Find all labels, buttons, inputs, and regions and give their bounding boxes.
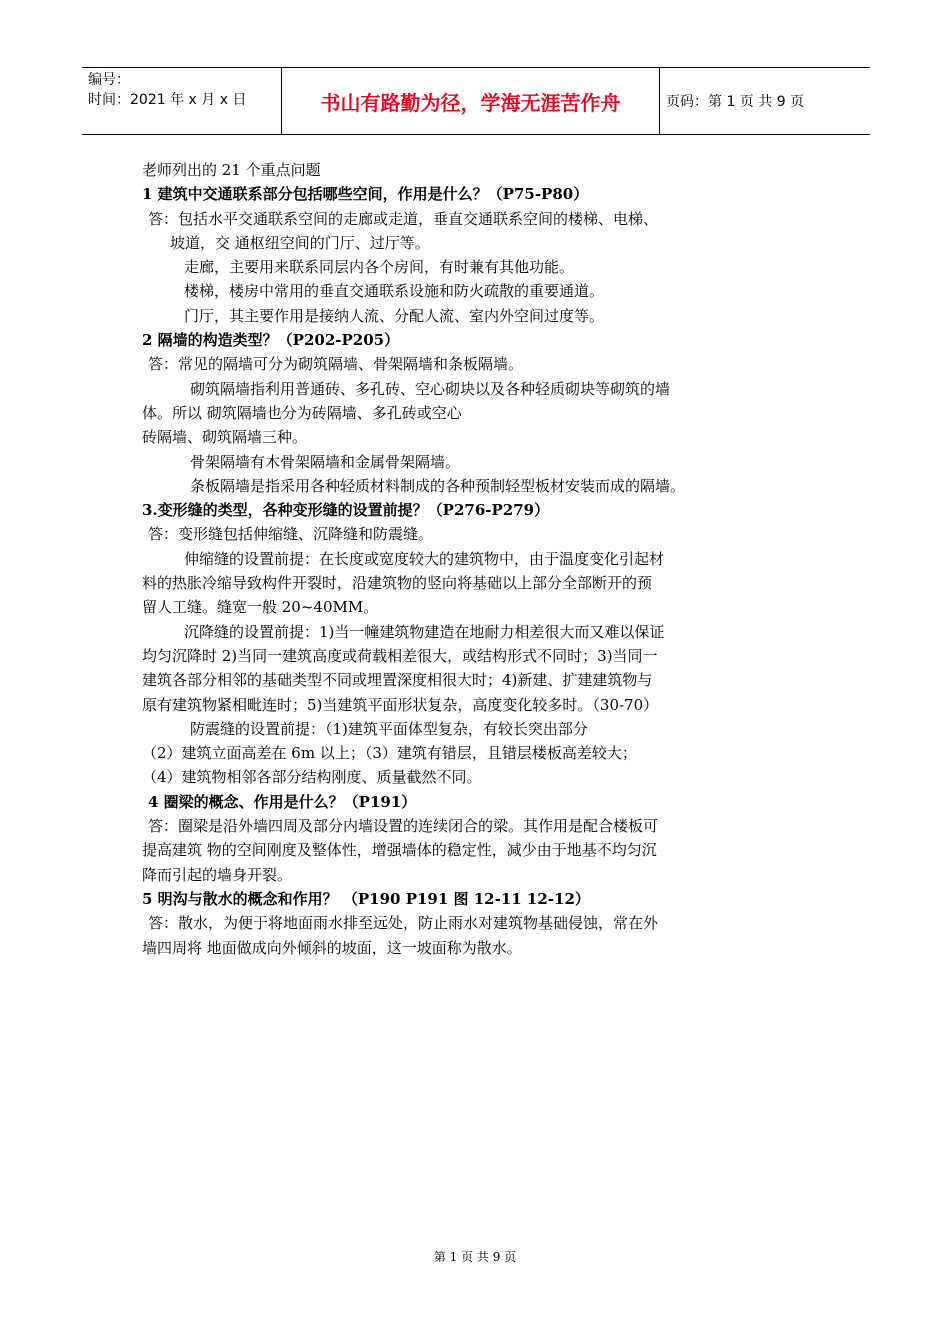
- body-line: 砌筑隔墙指利用普通砖、多孔砖、空心砌块以及各种轻质砌块等砌筑的墙: [190, 379, 671, 398]
- body-line: 答：包括水平交通联系空间的走廊或走道，垂直交通联系空间的楼梯、电梯、: [148, 209, 659, 228]
- body-line: 骨架隔墙有木骨架隔墙和金属骨架隔墙。: [190, 452, 461, 471]
- body-line: 答：常见的隔墙可分为砌筑隔墙、骨架隔墙和条板隔墙。: [148, 355, 524, 374]
- document-header: [82, 67, 870, 135]
- header-page-label: 页码：第 1 页 共 9 页: [666, 94, 805, 110]
- body-line: 均匀沉降时 2)当同一建筑高度或荷载相差很大，或结构形式不同时；3)当同一: [142, 646, 658, 665]
- body-line: 留人工缝。缝宽一般 20~40MM。: [142, 598, 379, 617]
- body-line: 伸缩缝的设置前提：在长度或宽度较大的建筑物中，由于温度变化引起材: [184, 549, 665, 568]
- section-heading: 3.变形缝的类型，各种变形缝的设置前提？（P276-P279）: [142, 501, 550, 520]
- body-line: 老师列出的 21 个重点问题: [142, 161, 321, 179]
- body-line: 答：散水，为便于将地面雨水排至远处，防止雨水对建筑物基础侵蚀，常在外: [148, 914, 659, 933]
- body-line: 答：变形缝包括伸缩缝、沉降缝和防震缝。: [148, 525, 434, 544]
- document-body: [142, 158, 822, 960]
- body-line: 体。所以 砌筑隔墙也分为砖隔墙、多孔砖或空心: [142, 403, 462, 422]
- body-line: 墙四周将 地面做成向外倾斜的坡面，这一坡面称为散水。: [142, 938, 522, 957]
- body-line: 楼梯，楼房中常用的垂直交通联系设施和防火疏散的重要通道。: [184, 282, 605, 301]
- page-footer: 第 1 页 共 9 页: [433, 1250, 517, 1264]
- body-line: 门厅，其主要作用是接纳人流、分配人流、室内外空间过度等。: [184, 306, 605, 325]
- body-line: 答：圈梁是沿外墙四周及部分内墙设置的连续闭合的梁。其作用是配合楼板可: [148, 817, 659, 836]
- section-heading: 2 隔墙的构造类型？（P202-P205）: [142, 331, 400, 350]
- number-label: 编号：: [88, 72, 130, 88]
- header-meta: [82, 68, 282, 134]
- body-line: 走廊，主要用来联系同层内各个房间，有时兼有其他功能。: [184, 258, 575, 277]
- body-line: 条板隔墙是指采用各种轻质材料制成的各种预制轻型板材安装而成的隔墙。: [190, 476, 686, 495]
- section-heading: 1 建筑中交通联系部分包括哪些空间，作用是什么？（P75-P80）: [142, 185, 589, 204]
- section-heading: 4 圈梁的概念、作用是什么？（P191）: [148, 792, 417, 811]
- section-heading: 5 明沟与散水的概念和作用？ （P190 P191 图 12-11 12-12）: [142, 889, 590, 908]
- body-line: 沉降缝的设置前提：1)当一幢建筑物建造在地耐力相差很大而又难以保证: [184, 622, 665, 641]
- body-line: 料的热胀冷缩导致构件开裂时，沿建筑物的竖向将基础以上部分全部断开的预: [142, 574, 653, 593]
- body-line: 坡道，交 通枢纽空间的门厅、过厅等。: [170, 233, 430, 252]
- time-label: 时间：2021 年 x 月 x 日: [88, 92, 247, 108]
- header-motto: 书山有路勤为径，学海无涯苦作舟: [282, 68, 660, 134]
- body-line: 降而引起的墙身开裂。: [142, 865, 293, 884]
- body-line: （2）建筑立面高差在 6m 以上；（3）建筑有错层，且错层楼板高差较大；: [142, 744, 637, 763]
- body-line: （4）建筑物相邻各部分结构刚度、质量截然不同。: [142, 768, 482, 787]
- body-line: 原有建筑物紧相毗连时；5)当建筑平面形状复杂，高度变化较多时。（30-70）: [142, 695, 659, 714]
- body-line: 砖隔墙、砌筑隔墙三种。: [142, 428, 308, 447]
- body-line: 防震缝的设置前提：（1)建筑平面体型复杂，有较长突出部分: [190, 719, 588, 738]
- body-line: 建筑各部分相邻的基础类型不同或埋置深度相很大时；4)新建、扩建建筑物与: [142, 671, 653, 690]
- body-line: 提高建筑 物的空间刚度及整体性，增强墙体的稳定性，减少由于地基不均匀沉: [142, 841, 657, 860]
